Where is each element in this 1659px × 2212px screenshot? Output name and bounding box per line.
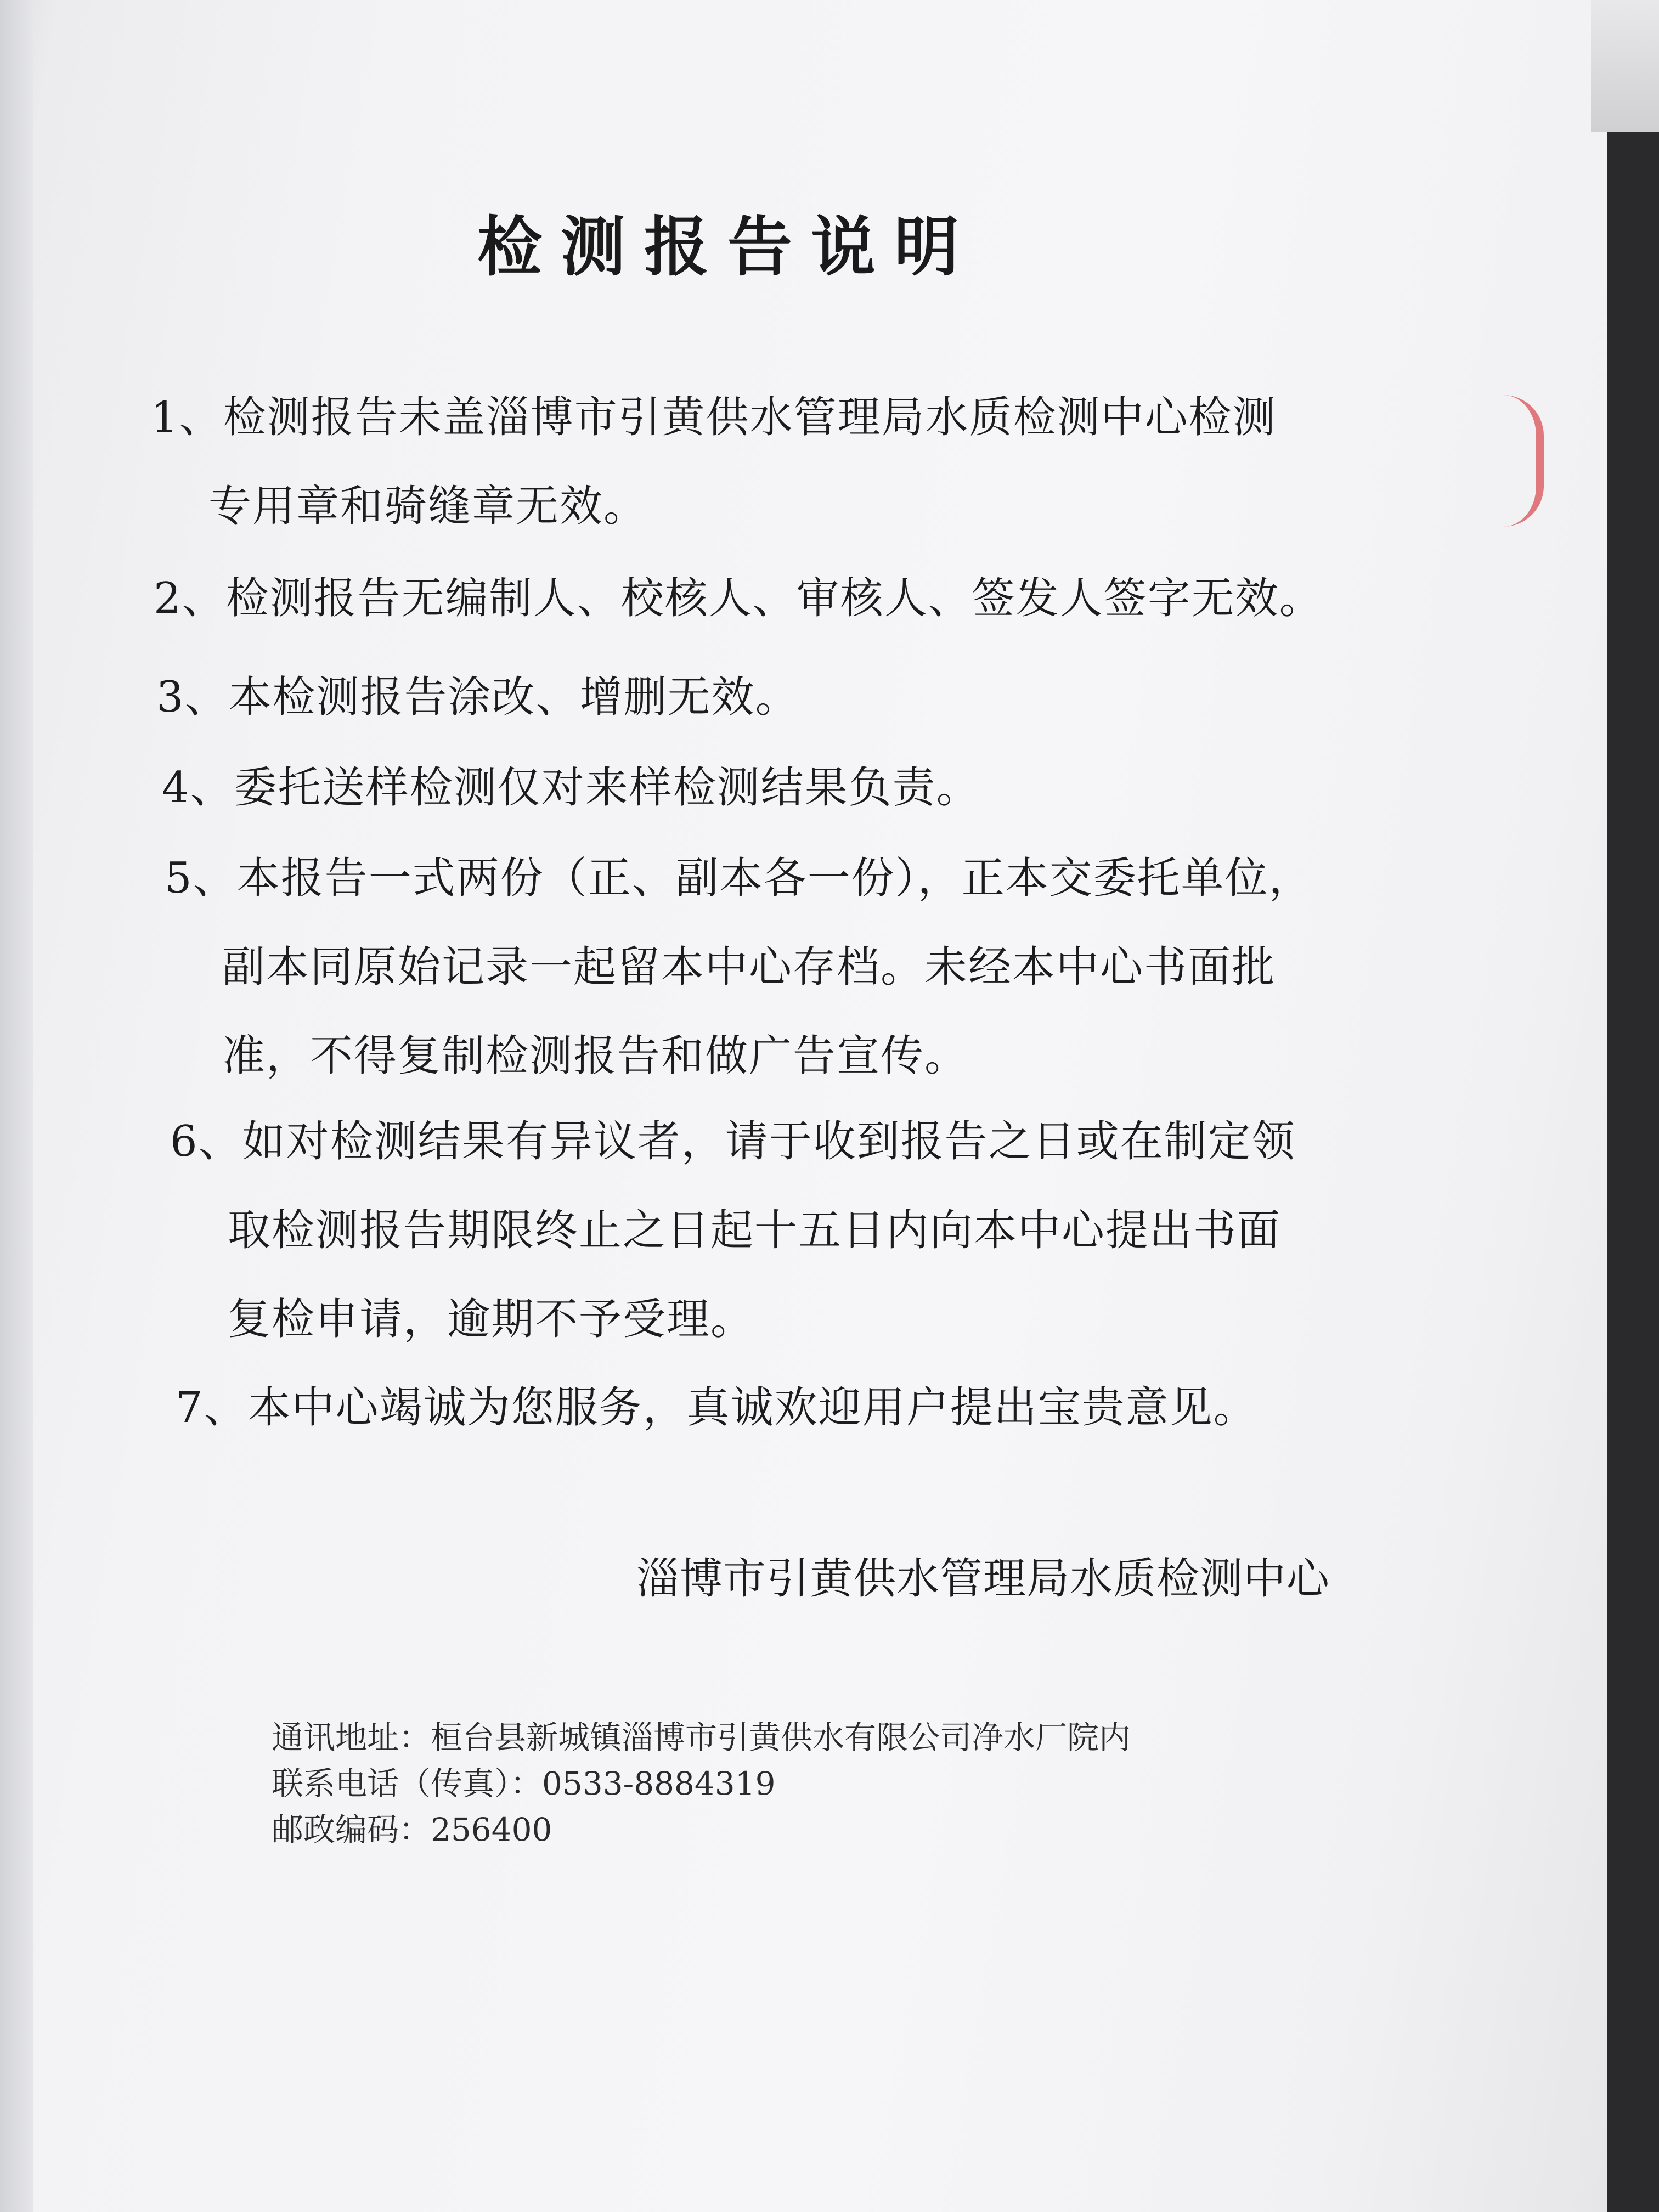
item-text: 专用章和骑缝章无效。: [208, 482, 648, 531]
item-text: 本报告一式两份（正、副本各一份），正本交委托单位，: [236, 854, 1313, 903]
contact-phone: 联系电话（传真）：0533-8884319: [272, 1765, 776, 1802]
contact-postcode: 邮政编码：256400: [272, 1811, 552, 1848]
contact-address: 通讯地址：桓台县新城镇淄博市引黄供水有限公司净水厂院内: [272, 1719, 1131, 1756]
item-text: 取检测报告期限终止之日起十五日内向本中心提出书面: [228, 1206, 1282, 1255]
list-item-1: [151, 373, 1277, 551]
item-number: 2、: [154, 574, 226, 623]
item-number: 3、: [156, 673, 229, 722]
item-text: 如对检测结果有异议者，请于收到报告之日或在制定领: [242, 1117, 1296, 1166]
list-item-6: [170, 1097, 1296, 1364]
list-item-2: [154, 554, 1323, 643]
item-text: 本检测报告涂改、增删无效。: [228, 673, 799, 722]
item-number: 1、: [151, 393, 223, 442]
item-text: 复检申请，逾期不予受理。: [228, 1295, 755, 1344]
item-text: 检测报告未盖淄博市引黄供水管理局水质检测中心检测: [223, 393, 1277, 442]
page-edge: [0, 0, 33, 2212]
item-number: 5、: [165, 854, 237, 903]
item-number: 6、: [170, 1117, 242, 1166]
item-number: 7、: [176, 1383, 248, 1432]
item-text: 委托送样检测仅对来样检测结果负责。: [234, 763, 980, 812]
list-item-5: [165, 834, 1313, 1101]
page-title: 检测报告说明: [477, 208, 978, 285]
issuer-signature: 淄博市引黄供水管理局水质检测中心: [636, 1554, 1330, 1604]
item-text: 本中心竭诚为您服务，真诚欢迎用户提出宝贵意见。: [247, 1383, 1257, 1432]
red-seal-stamp: [1503, 395, 1544, 527]
underlying-page-corner: [1591, 0, 1659, 132]
list-item-3: [156, 653, 799, 742]
list-item-7: [176, 1363, 1257, 1452]
item-text: 副本同原始记录一起留本中心存档。未经本中心书面批: [222, 943, 1276, 992]
item-text: 检测报告无编制人、校核人、审核人、签发人签字无效。: [225, 574, 1323, 623]
contact-info: [272, 1714, 1131, 1853]
item-number: 4、: [162, 763, 234, 812]
item-text: 准，不得复制检测报告和做广告宣传。: [222, 1031, 969, 1081]
list-item-4: [162, 743, 980, 832]
